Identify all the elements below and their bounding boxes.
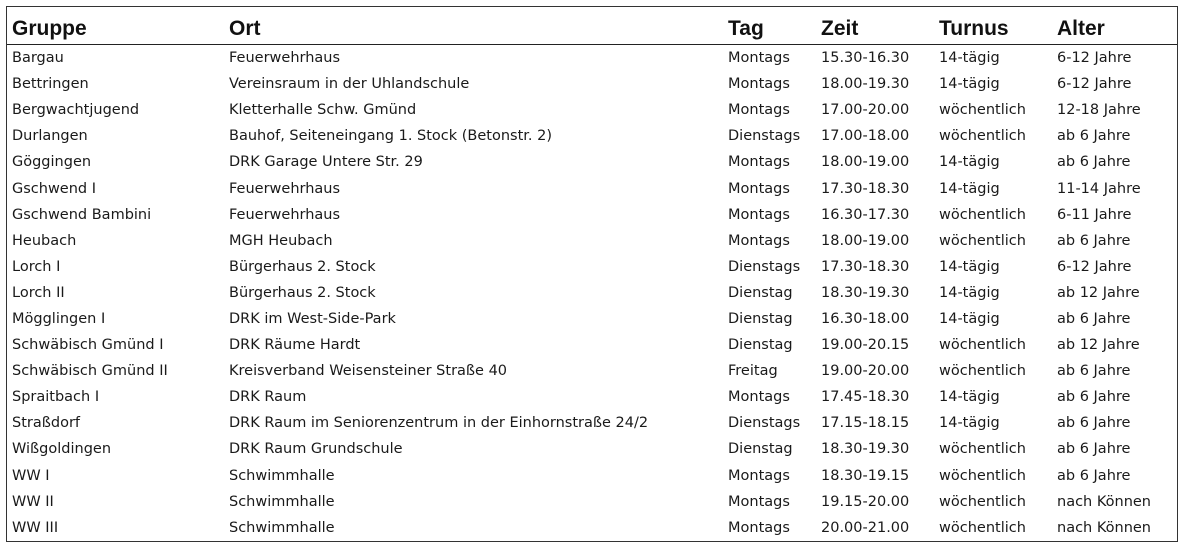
- cell-zeit: 17.00-20.00: [821, 102, 910, 119]
- cell-tag: Dienstags: [728, 128, 801, 145]
- table-row: [7, 123, 1177, 149]
- cell-alter: ab 6 Jahre: [1057, 363, 1131, 380]
- cell-turnus: 14-tägig: [939, 76, 1000, 93]
- cell-alter: 6-12 Jahre: [1057, 76, 1132, 93]
- cell-ort: DRK Raum Grundschule: [229, 441, 403, 458]
- cell-turnus: wöchentlich: [939, 467, 1026, 484]
- table-row: [7, 384, 1177, 410]
- cell-ort: Vereinsraum in der Uhlandschule: [229, 76, 470, 93]
- cell-tag: Montags: [728, 180, 790, 197]
- header-tag: Tag: [728, 7, 821, 45]
- cell-alter: 6-12 Jahre: [1057, 258, 1132, 275]
- cell-gruppe: Bargau: [12, 50, 64, 67]
- cell-turnus: 14-tägig: [939, 258, 1000, 275]
- cell-ort: Feuerwehrhaus: [229, 206, 341, 223]
- cell-gruppe: WW III: [12, 519, 59, 536]
- cell-tag: Dienstag: [728, 284, 793, 301]
- cell-turnus: wöchentlich: [939, 206, 1026, 223]
- table-row: [7, 254, 1177, 280]
- cell-zeit: 18.30-19.15: [821, 467, 910, 484]
- table-row: [7, 306, 1177, 332]
- cell-alter: ab 6 Jahre: [1057, 232, 1131, 249]
- cell-turnus: wöchentlich: [939, 232, 1026, 249]
- cell-gruppe: Bettringen: [12, 76, 89, 93]
- cell-ort: Kreisverband Weisensteiner Straße 40: [229, 363, 508, 380]
- cell-gruppe: Mögglingen I: [12, 310, 106, 327]
- cell-zeit: 16.30-18.00: [821, 310, 910, 327]
- schedule-table-frame: [6, 6, 1178, 542]
- cell-turnus: wöchentlich: [939, 363, 1026, 380]
- cell-tag: Montags: [728, 154, 790, 171]
- table-row: [7, 45, 1177, 72]
- cell-zeit: 19.00-20.00: [821, 363, 910, 380]
- cell-tag: Dienstags: [728, 258, 801, 275]
- cell-tag: Dienstag: [728, 310, 793, 327]
- header-ort: Ort: [226, 7, 728, 45]
- cell-ort: Schwimmhalle: [229, 493, 335, 510]
- cell-turnus: 14-tägig: [939, 180, 1000, 197]
- cell-zeit: 18.30-19.30: [821, 284, 910, 301]
- cell-tag: Montags: [728, 76, 790, 93]
- cell-tag: Montags: [728, 493, 790, 510]
- cell-zeit: 18.00-19.00: [821, 154, 910, 171]
- cell-turnus: wöchentlich: [939, 519, 1026, 536]
- cell-zeit: 18.30-19.30: [821, 441, 910, 458]
- cell-tag: Montags: [728, 50, 790, 67]
- cell-gruppe: Heubach: [12, 232, 77, 249]
- cell-zeit: 20.00-21.00: [821, 519, 910, 536]
- cell-gruppe: Gschwend I: [12, 180, 97, 197]
- cell-alter: ab 6 Jahre: [1057, 415, 1131, 432]
- table-row: [7, 463, 1177, 489]
- cell-alter: 6-11 Jahre: [1057, 206, 1132, 223]
- cell-zeit: 15.30-16.30: [821, 50, 910, 67]
- cell-alter: nach Können: [1057, 519, 1151, 536]
- cell-alter: ab 12 Jahre: [1057, 337, 1140, 354]
- cell-zeit: 19.00-20.15: [821, 337, 910, 354]
- cell-ort: MGH Heubach: [229, 232, 333, 249]
- header-alter: Alter: [1057, 7, 1177, 45]
- cell-tag: Montags: [728, 102, 790, 119]
- cell-zeit: 16.30-17.30: [821, 206, 910, 223]
- cell-zeit: 19.15-20.00: [821, 493, 910, 510]
- cell-ort: Bürgerhaus 2. Stock: [229, 258, 376, 275]
- cell-turnus: 14-tägig: [939, 284, 1000, 301]
- cell-gruppe: Wißgoldingen: [12, 441, 112, 458]
- cell-gruppe: WW I: [12, 467, 50, 484]
- cell-gruppe: Bergwachtjugend: [12, 102, 140, 119]
- table-row: [7, 515, 1177, 541]
- table-row: [7, 410, 1177, 436]
- cell-turnus: wöchentlich: [939, 493, 1026, 510]
- cell-alter: 11-14 Jahre: [1057, 180, 1141, 197]
- cell-gruppe: Lorch II: [12, 284, 65, 301]
- cell-ort: DRK Garage Untere Str. 29: [229, 154, 423, 171]
- table-body: [7, 45, 1177, 541]
- cell-tag: Dienstag: [728, 441, 793, 458]
- cell-turnus: wöchentlich: [939, 441, 1026, 458]
- cell-ort: Schwimmhalle: [229, 467, 335, 484]
- cell-alter: ab 6 Jahre: [1057, 154, 1131, 171]
- cell-zeit: 18.00-19.00: [821, 232, 910, 249]
- table-row: [7, 71, 1177, 97]
- cell-tag: Montags: [728, 519, 790, 536]
- cell-zeit: 18.00-19.30: [821, 76, 910, 93]
- cell-tag: Montags: [728, 232, 790, 249]
- cell-ort: DRK Räume Hardt: [229, 337, 361, 354]
- cell-turnus: 14-tägig: [939, 310, 1000, 327]
- cell-gruppe: Durlangen: [12, 128, 88, 145]
- cell-ort: DRK im West-Side-Park: [229, 310, 396, 327]
- cell-tag: Dienstag: [728, 337, 793, 354]
- cell-alter: 12-18 Jahre: [1057, 102, 1141, 119]
- table-row: [7, 436, 1177, 462]
- cell-ort: Bürgerhaus 2. Stock: [229, 284, 376, 301]
- table-row: [7, 332, 1177, 358]
- table-row: [7, 97, 1177, 123]
- cell-alter: ab 6 Jahre: [1057, 310, 1131, 327]
- table-row: [7, 175, 1177, 201]
- table-row: [7, 228, 1177, 254]
- table-header-row: [7, 7, 1177, 45]
- cell-gruppe: Spraitbach I: [12, 389, 100, 406]
- cell-gruppe: Schwäbisch Gmünd I: [12, 337, 164, 354]
- cell-turnus: wöchentlich: [939, 102, 1026, 119]
- schedule-table: [7, 7, 1177, 541]
- cell-turnus: 14-tägig: [939, 415, 1000, 432]
- table-row: [7, 358, 1177, 384]
- cell-ort: Bauhof, Seiteneingang 1. Stock (Betonstr. 2): [229, 128, 553, 145]
- table-row: [7, 149, 1177, 175]
- header-turnus: Turnus: [939, 7, 1057, 45]
- cell-turnus: wöchentlich: [939, 337, 1026, 354]
- cell-gruppe: Gschwend Bambini: [12, 206, 152, 223]
- cell-turnus: wöchentlich: [939, 128, 1026, 145]
- cell-ort: Feuerwehrhaus: [229, 180, 341, 197]
- cell-gruppe: Göggingen: [12, 154, 92, 171]
- cell-tag: Freitag: [728, 363, 778, 380]
- cell-ort: DRK Raum im Seniorenzentrum in der Einhornstraße 24/2: [229, 415, 649, 432]
- cell-zeit: 17.30-18.30: [821, 258, 910, 275]
- cell-zeit: 17.30-18.30: [821, 180, 910, 197]
- cell-tag: Montags: [728, 206, 790, 223]
- cell-turnus: 14-tägig: [939, 154, 1000, 171]
- cell-alter: nach Können: [1057, 493, 1151, 510]
- cell-gruppe: Lorch I: [12, 258, 61, 275]
- cell-tag: Montags: [728, 467, 790, 484]
- cell-ort: Kletterhalle Schw. Gmünd: [229, 102, 417, 119]
- table-row: [7, 202, 1177, 228]
- table-row: [7, 489, 1177, 515]
- cell-alter: 6-12 Jahre: [1057, 50, 1132, 67]
- cell-gruppe: Schwäbisch Gmünd II: [12, 363, 168, 380]
- cell-gruppe: Straßdorf: [12, 415, 81, 432]
- cell-tag: Montags: [728, 389, 790, 406]
- header-zeit: Zeit: [821, 7, 939, 45]
- cell-zeit: 17.45-18.30: [821, 389, 910, 406]
- cell-alter: ab 12 Jahre: [1057, 284, 1140, 301]
- cell-ort: Schwimmhalle: [229, 519, 335, 536]
- cell-zeit: 17.15-18.15: [821, 415, 910, 432]
- cell-alter: ab 6 Jahre: [1057, 467, 1131, 484]
- cell-alter: ab 6 Jahre: [1057, 441, 1131, 458]
- cell-tag: Dienstags: [728, 415, 801, 432]
- cell-alter: ab 6 Jahre: [1057, 389, 1131, 406]
- table-row: [7, 280, 1177, 306]
- cell-turnus: 14-tägig: [939, 50, 1000, 67]
- cell-alter: ab 6 Jahre: [1057, 128, 1131, 145]
- header-gruppe: Gruppe: [7, 7, 226, 45]
- cell-ort: Feuerwehrhaus: [229, 50, 341, 67]
- cell-ort: DRK Raum: [229, 389, 307, 406]
- cell-turnus: 14-tägig: [939, 389, 1000, 406]
- cell-zeit: 17.00-18.00: [821, 128, 910, 145]
- cell-gruppe: WW II: [12, 493, 54, 510]
